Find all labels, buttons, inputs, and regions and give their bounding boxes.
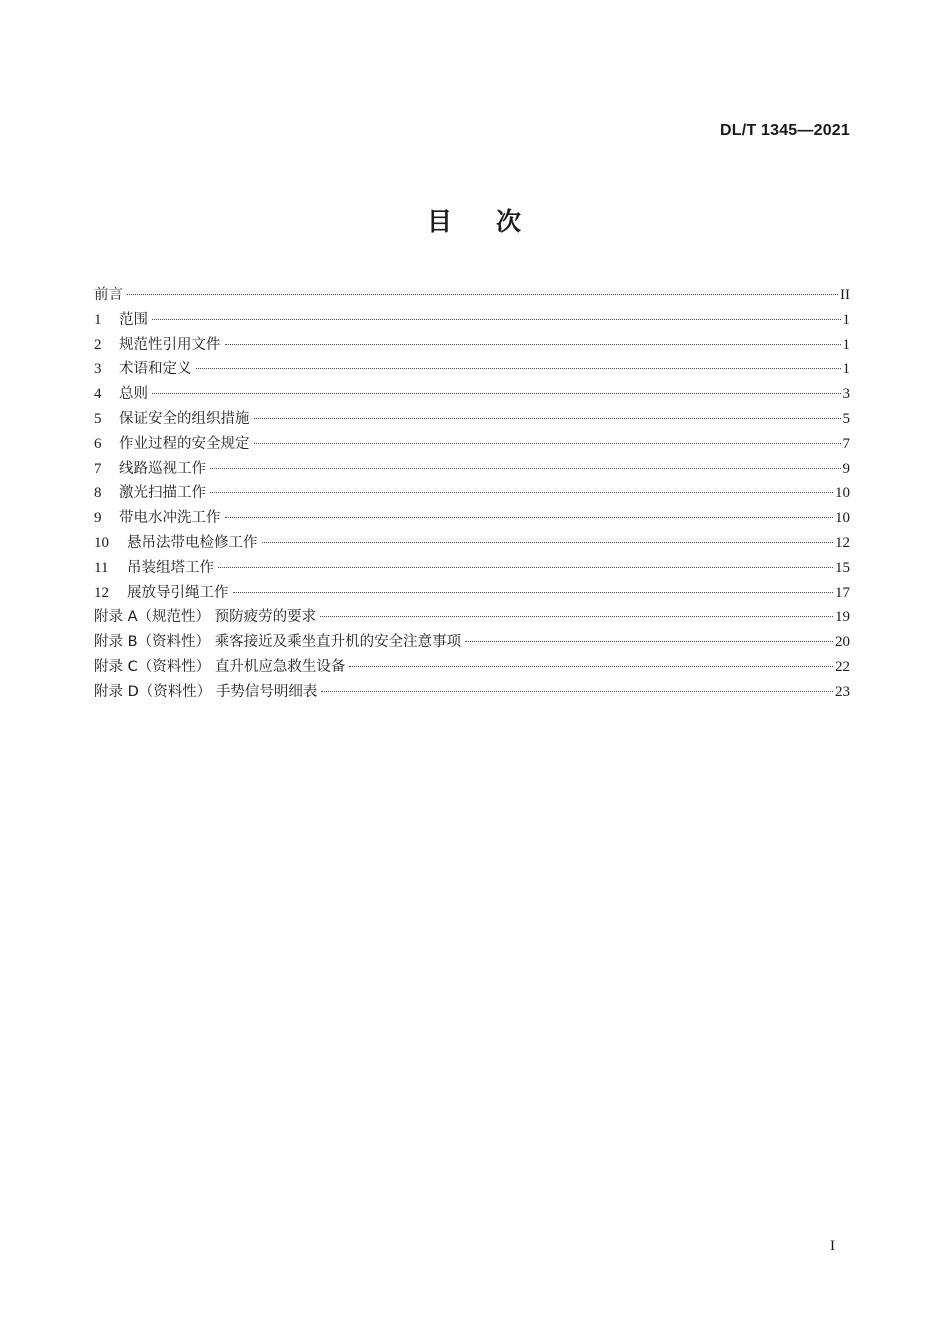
- toc-dot-leader: [349, 666, 833, 667]
- toc-entry-page: 12: [835, 534, 850, 551]
- toc-entry-label: 范围: [119, 311, 148, 328]
- toc-entry-number: 5: [94, 410, 102, 427]
- toc-entry[interactable]: [94, 581, 850, 606]
- standard-code: DL/T 1345—2021: [720, 122, 850, 139]
- toc-dot-leader: [127, 294, 838, 295]
- toc-entry-page: 23: [835, 683, 850, 700]
- toc-entry-label: 术语和定义: [119, 361, 192, 378]
- toc-entry-number: 6: [94, 435, 102, 452]
- toc-entry[interactable]: [94, 630, 850, 655]
- toc-entry-number: 12: [94, 584, 109, 601]
- toc-entry[interactable]: [94, 506, 850, 531]
- toc-entry-label: 前言: [94, 287, 123, 303]
- toc-entry-page: 10: [835, 510, 850, 527]
- toc-dot-leader: [254, 443, 841, 444]
- toc-entry-number: 7: [94, 460, 102, 477]
- toc-entry-label: 保证安全的组织措施: [119, 410, 250, 427]
- toc-entry-label: 作业过程的安全规定: [119, 435, 250, 452]
- toc-dot-leader: [152, 393, 841, 394]
- toc-entry-label: 带电水冲洗工作: [119, 510, 221, 527]
- toc-dot-leader: [465, 641, 833, 642]
- toc-dot-leader: [320, 616, 833, 617]
- toc-entry-page: 3: [842, 386, 850, 403]
- toc-entry-page: 9: [842, 460, 850, 477]
- toc-entry[interactable]: [94, 556, 850, 581]
- page-number: I: [830, 1238, 835, 1254]
- toc-entry-label: 附录 A（规范性） 预防疲劳的要求: [94, 609, 317, 626]
- toc-entry-label: 附录 D（资料性） 手势信号明细表: [94, 683, 318, 700]
- toc-entry-number: 1: [94, 311, 102, 328]
- toc-entry-page: 1: [842, 336, 850, 353]
- toc-entry[interactable]: [94, 357, 850, 382]
- toc-entry-page: 1: [842, 311, 850, 328]
- toc-dot-leader: [225, 517, 834, 518]
- toc-dot-leader: [321, 691, 833, 692]
- toc-entry-number: 11: [94, 559, 109, 576]
- toc-entry-number: 4: [94, 386, 102, 403]
- toc-entry[interactable]: [94, 655, 850, 680]
- toc-entry-page: 1: [842, 361, 850, 378]
- toc-dot-leader: [210, 468, 841, 469]
- toc-dot-leader: [210, 492, 833, 493]
- toc-dot-leader: [196, 368, 841, 369]
- toc-entry-page: 19: [835, 609, 850, 626]
- table-of-contents: [94, 283, 850, 705]
- toc-entry-page: 17: [835, 584, 850, 601]
- toc-entry-number: 9: [94, 510, 102, 527]
- toc-entry-label: 附录 B（资料性） 乘客接近及乘坐直升机的安全注意事项: [94, 634, 462, 651]
- toc-dot-leader: [225, 344, 841, 345]
- toc-dot-leader: [254, 418, 841, 419]
- toc-entry-number: 8: [94, 485, 102, 502]
- toc-entry[interactable]: [94, 308, 850, 333]
- toc-entry-label: 展放导引绳工作: [127, 584, 229, 601]
- toc-entry-label: 悬吊法带电检修工作: [127, 534, 258, 551]
- toc-entry[interactable]: [94, 605, 850, 630]
- toc-entry[interactable]: [94, 382, 850, 407]
- toc-entry-label: 吊装组塔工作: [127, 559, 214, 576]
- toc-dot-leader: [218, 567, 833, 568]
- toc-entry-page: 15: [835, 559, 850, 576]
- toc-entry-label: 总则: [119, 386, 148, 403]
- toc-entry-page: 20: [835, 634, 850, 651]
- title-char-2: 次: [496, 207, 524, 236]
- toc-dot-leader: [233, 592, 834, 593]
- title-char-1: 目: [426, 207, 454, 236]
- toc-entry[interactable]: [94, 481, 850, 506]
- toc-dot-leader: [262, 542, 834, 543]
- toc-entry[interactable]: [94, 333, 850, 358]
- toc-entry-page: 7: [842, 435, 850, 452]
- toc-dot-leader: [152, 319, 841, 320]
- toc-entry-number: 10: [94, 534, 109, 551]
- page-title: [0, 202, 950, 238]
- toc-entry-page: 5: [842, 410, 850, 427]
- toc-entry[interactable]: [94, 531, 850, 556]
- toc-entry[interactable]: [94, 457, 850, 482]
- toc-entry-page: 22: [835, 658, 850, 675]
- toc-entry-label: 规范性引用文件: [119, 336, 221, 353]
- toc-entry[interactable]: [94, 283, 850, 308]
- toc-entry[interactable]: [94, 407, 850, 432]
- toc-entry-page: II: [840, 287, 850, 303]
- toc-entry-label: 附录 C（资料性） 直升机应急救生设备: [94, 658, 346, 675]
- toc-entry-number: 2: [94, 336, 102, 353]
- toc-entry[interactable]: [94, 432, 850, 457]
- toc-entry-page: 10: [835, 485, 850, 502]
- toc-entry-label: 线路巡视工作: [119, 460, 206, 477]
- toc-entry[interactable]: [94, 680, 850, 705]
- toc-entry-number: 3: [94, 361, 102, 378]
- toc-entry-label: 激光扫描工作: [119, 485, 206, 502]
